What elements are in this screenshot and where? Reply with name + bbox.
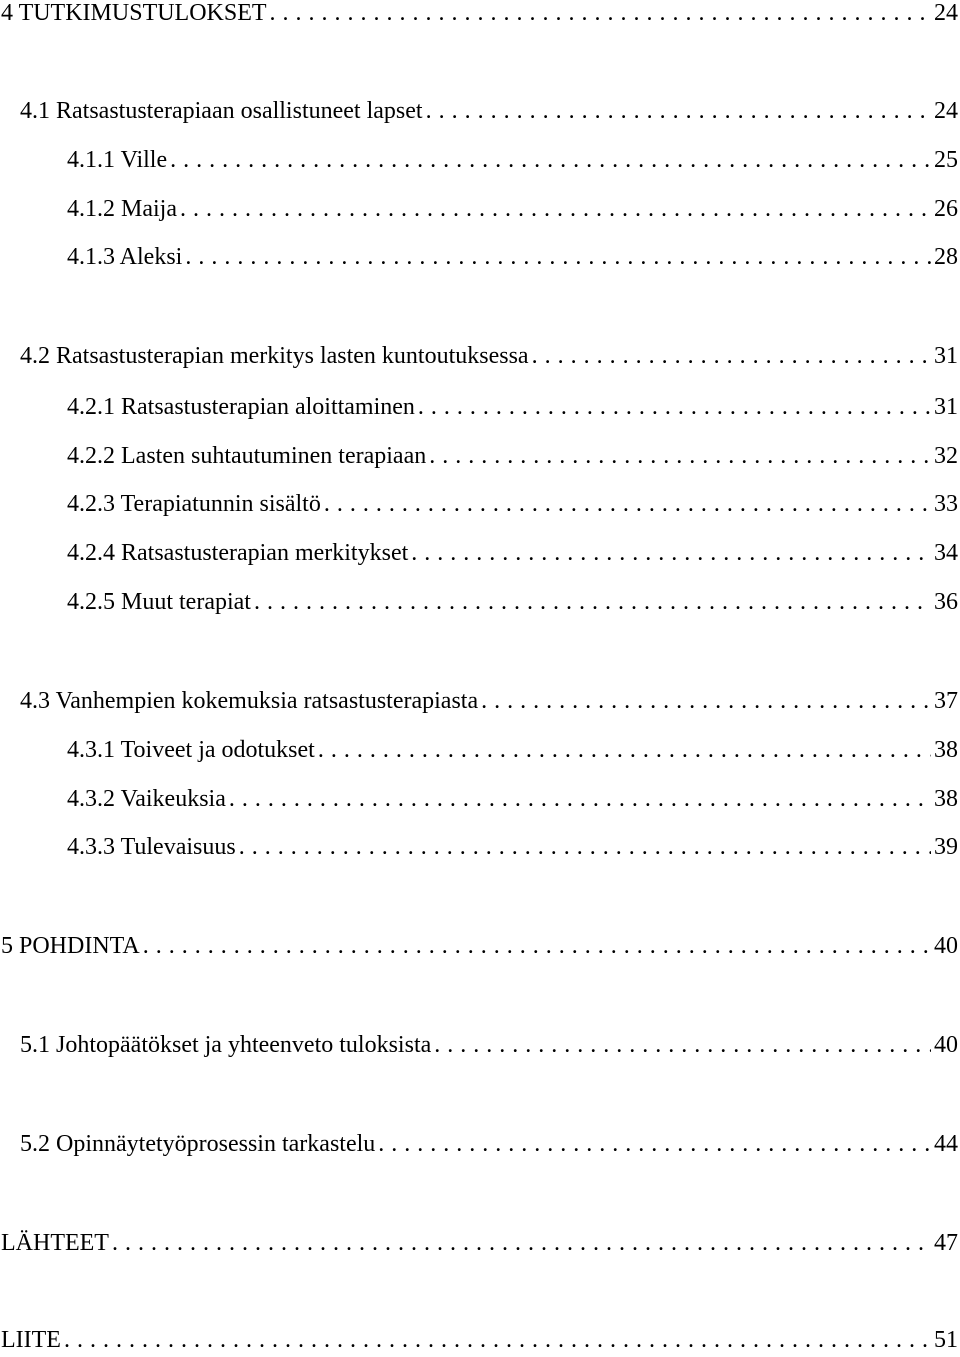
toc-dot-leader <box>411 536 931 570</box>
toc-entry-title: 4.1.2 Maija <box>67 196 177 222</box>
toc-entry-page: 24 <box>934 98 958 124</box>
toc-entry-title: 4.2.1 Ratsastusterapian aloittaminen <box>67 394 415 420</box>
toc-entry-page: 38 <box>934 786 958 812</box>
toc-dot-leader <box>180 192 931 226</box>
toc-entry-page: 40 <box>934 1032 958 1058</box>
toc-dot-leader <box>426 94 931 128</box>
toc-entry[interactable] <box>67 536 960 570</box>
toc-entry-page: 28 <box>934 244 958 270</box>
toc-dot-leader <box>378 1127 931 1161</box>
toc-dot-leader <box>254 585 931 619</box>
toc-entry-title: 4.2.4 Ratsastusterapian merkitykset <box>67 540 409 566</box>
toc-entry[interactable] <box>67 439 960 473</box>
toc-entry-title: 4.3 Vanhempien kokemuksia ratsastusterapiasta <box>20 688 479 714</box>
toc-entry-title: 4.1.1 Ville <box>67 147 168 173</box>
toc-entry-title: 5.2 Opinnäytetyöprosessin tarkastelu <box>20 1131 376 1157</box>
toc-entry-page: 37 <box>934 688 958 714</box>
toc-entry[interactable] <box>67 143 960 177</box>
toc-entry-title: 4 TUTKIMUSTULOKSET <box>1 0 267 26</box>
toc-entry[interactable] <box>67 782 960 816</box>
toc-entry-page: 32 <box>934 443 958 469</box>
toc-entry-page: 47 <box>934 1230 958 1256</box>
toc-dot-leader <box>112 1226 931 1260</box>
toc-entry-page: 40 <box>934 933 958 959</box>
toc-entry[interactable] <box>67 585 960 619</box>
toc-entry[interactable] <box>20 1127 960 1161</box>
toc-entry-page: 51 <box>934 1327 958 1353</box>
toc-entry[interactable] <box>20 1028 960 1062</box>
toc-dot-leader <box>170 143 931 177</box>
toc-entry-title: 4.2.5 Muut terapiat <box>67 589 251 615</box>
toc-entry-page: 25 <box>934 147 958 173</box>
toc-dot-leader <box>481 684 931 718</box>
toc-entry-title: 4.3.3 Tulevaisuus <box>67 834 236 860</box>
toc-entry-title: LÄHTEET <box>1 1230 109 1256</box>
toc-entry[interactable] <box>67 487 960 521</box>
toc-entry-page: 36 <box>934 589 958 615</box>
toc-dot-leader <box>429 439 931 473</box>
toc-entry-page: 39 <box>934 834 958 860</box>
toc-entry-page: 34 <box>934 540 958 566</box>
toc-entry-title: 4.2.3 Terapiatunnin sisältö <box>67 491 321 517</box>
toc-entry[interactable] <box>20 339 960 373</box>
toc-entry-title: LIITE <box>1 1327 61 1353</box>
toc-entry-title: 5 POHDINTA <box>1 933 140 959</box>
toc-entry-page: 24 <box>934 0 958 26</box>
toc-entry[interactable] <box>67 390 960 424</box>
toc-entry[interactable] <box>1 1323 960 1357</box>
toc-entry[interactable] <box>67 733 960 767</box>
toc-entry-title: 4.1.3 Aleksi <box>67 244 183 270</box>
toc-entry[interactable] <box>67 192 960 226</box>
toc-dot-leader <box>143 929 931 963</box>
toc-dot-leader <box>185 240 931 274</box>
toc-entry[interactable] <box>20 94 960 128</box>
toc-entry[interactable] <box>67 830 960 864</box>
toc-entry-title: 5.1 Johtopäätökset ja yhteenveto tuloksista <box>20 1032 432 1058</box>
toc-dot-leader <box>229 782 931 816</box>
toc-dot-leader <box>270 0 931 30</box>
toc-dot-leader <box>532 339 931 373</box>
toc-dot-leader <box>64 1323 931 1357</box>
toc-dot-leader <box>324 487 931 521</box>
toc-dot-leader <box>239 830 931 864</box>
toc-entry-page: 38 <box>934 737 958 763</box>
toc-entry-title: 4.1 Ratsastusterapiaan osallistuneet lapset <box>20 98 423 124</box>
toc-dot-leader <box>418 390 931 424</box>
toc-entry-page: 33 <box>934 491 958 517</box>
toc-entry[interactable] <box>1 929 960 963</box>
toc-entry-title: 4.2.2 Lasten suhtautuminen terapiaan <box>67 443 427 469</box>
toc-entry-page: 31 <box>934 394 958 420</box>
toc-entry[interactable] <box>1 1226 960 1260</box>
toc-entry[interactable] <box>67 240 960 274</box>
toc-entry-page: 31 <box>934 343 958 369</box>
toc-dot-leader <box>318 733 931 767</box>
toc-entry-page: 44 <box>934 1131 958 1157</box>
toc-dot-leader <box>434 1028 931 1062</box>
toc-entry-page: 26 <box>934 196 958 222</box>
toc-entry-title: 4.3.2 Vaikeuksia <box>67 786 226 812</box>
toc-entry-title: 4.2 Ratsastusterapian merkitys lasten kuntoutuksessa <box>20 343 529 369</box>
toc-entry[interactable] <box>1 0 960 30</box>
toc-entry[interactable] <box>20 684 960 718</box>
toc-entry-title: 4.3.1 Toiveet ja odotukset <box>67 737 315 763</box>
